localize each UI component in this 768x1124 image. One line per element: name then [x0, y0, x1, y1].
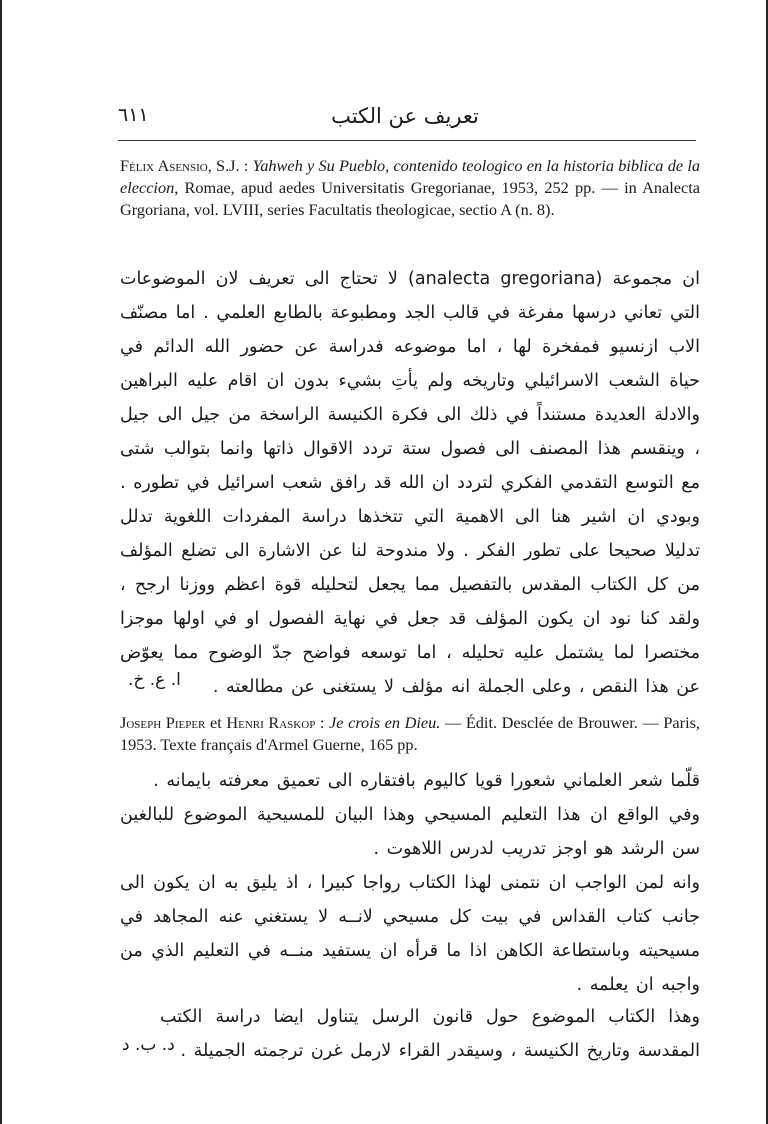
entry1-author: Félix Asensio, S.J. — [120, 156, 240, 175]
entry2-author-2: Henri Raskop — [226, 713, 316, 732]
page-number: ٦١١ — [118, 104, 149, 126]
entry2-conjunction: et — [205, 713, 227, 732]
entry2-signature: د. ب. د — [122, 1035, 175, 1055]
page-header — [118, 104, 692, 134]
entry1-details: , Romae, apud aedes Universitatis Gregorianae, 1953, 252 pp. — in Analecta Grgoriana, vol. LVIII, series Facultatis theologicae, sectio A (n. 8). — [120, 178, 700, 219]
running-title: تعريف عن الكتب — [331, 104, 479, 128]
entry2-review-paragraph-1: قلّما شعر العلماني شعورا قويا كاليوم بافتقاره الى تعميق معرفته بايمانه . — [153, 771, 700, 791]
page-edge-left — [0, 0, 2, 1124]
entry1-separator: : — [239, 156, 253, 175]
entry1-signature: ا. ع. خ. — [128, 670, 181, 690]
header-rule — [118, 140, 696, 141]
entry2-work-title: Je crois en Dieu. — [329, 713, 441, 732]
entry1-review-paragraph-1: ان مجموعة (analecta gregoriana) لا تحتاج الى تعريف لان الموضوعات التي تعاني درسها مفرغة في قالب الجد ومطبوعة بالطابع العلمي . اما مصنّف الاب ازنسيو فمفخرة لها ، اما موضوعه فدراسة عن حضور الله الدائم في حياة الشعب الاسرائيلي وتاريخه ولم يأتِ بشيء بدون ان اقام عليه البراهين والادلة العديدة مستنداً في ذلك الى فكرة الكنيسة الراسخة من جيل الى جيل ، وينقسم هذا المصنف الى فصول ستة تردد الاقوال ذاتها وانما بتوالب شتى مع التوسع التقدمي الفكري لتردد ان الله قد رافق شعب اسرائيل في تطوره . — [120, 269, 700, 493]
entry2-review-paragraph-3: وانه لمن الواجب ان نتمنى لهذا الكتاب رواجا كبيرا ، اذ يليق به ان يكون الى جانب كتاب القداس في بيت كل مسيحي لانــه لا يستغني عنه المجاهد في مسيحيته وباستطاعة الكاهن اذا ما قرأه ان يستفيد منــه في التعليم الذي من واجبه ان يعلمه . — [120, 873, 700, 995]
entry2-separator: : — [315, 713, 330, 732]
entry2-review-paragraph-4: وهذا الكتاب الموضوع حول قانون الرسل يتناول ايضا دراسة الكتب المقدسة وتاريخ الكنيسة ، وسيقدر القراء لارمل غرن ترجمته الجميلة . — [160, 1007, 700, 1061]
entry2-citation — [120, 712, 700, 756]
entry2-author-1: Joseph Pieper — [120, 713, 206, 732]
entry1-citation — [120, 155, 700, 221]
entry2-details: — Édit. Desclée de Brouwer. — Paris, 1953. Texte français d'Armel Guerne, 165 pp. — [120, 713, 700, 754]
entry1-review-paragraph-2: وبودي ان اشير هنا الى الاهمية التي تتخذها دراسة المفردات اللغوية تدلل تدليلا صحيحا على تطور الفكر . ولا مندوحة لنا عن الاشارة الى تضلع المؤلف من كل الكتاب المقدس بالتفصيل مما يجعل لتحليله قوة اعظم ووزنا ارجح ، ولقد كنا نود ان يكون المؤلف قد جعل في نهاية الفصول او في اولها موجزا مختصرا لما يشتمل عليه تحليله ، اما توسعه فواضح جدّ الوضوح مما يعوّض عن هذا النقص ، وعلى الجملة انه مؤلف لا يستغنى عن مطالعته . — [120, 507, 700, 697]
entry1-work-title: Yahweh y Su Pueblo, contenido teologico en la historia biblica de la eleccion — [120, 156, 700, 197]
entry2-review-paragraph-2: وفي الواقع ان هذا التعليم المسيحي وهذا البيان للمسيحية الموضوع للبالغين سن الرشد هو اوجز تدريب لدرس اللاهوت . — [120, 805, 700, 859]
